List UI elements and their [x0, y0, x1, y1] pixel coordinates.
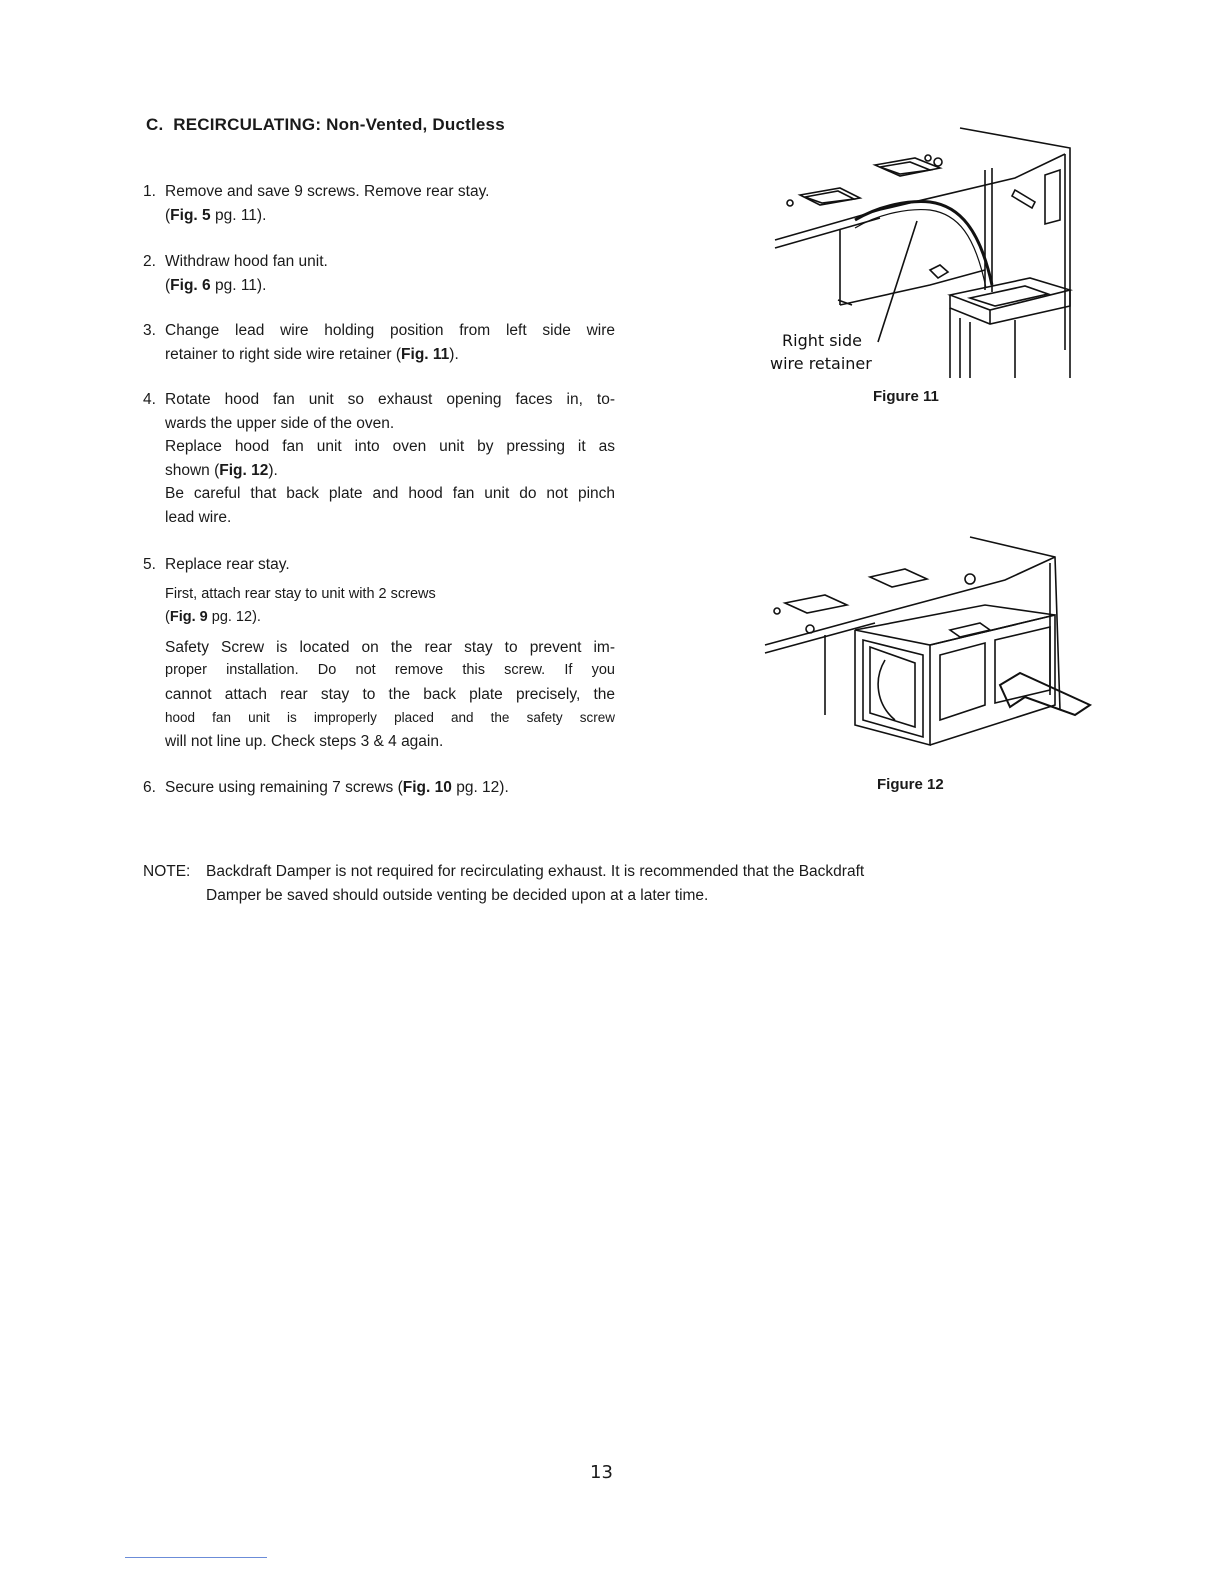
step-text: wards the upper side of the oven. [165, 414, 395, 432]
step-number: 1. [143, 183, 156, 200]
figure-reference: Fig. 12 [219, 461, 269, 479]
figure-11-illustration [760, 120, 1080, 390]
note-text: Backdraft Damper is not required for recirculating exhaust. It is recommended that the Backdraft [206, 863, 865, 880]
step-text: Change lead wire holding position from left side wire [165, 322, 615, 339]
safety-text: hood fan unit is improperly placed and the safety screw [165, 710, 615, 725]
safety-text: Safety Screw is located on the rear stay to prevent im- [165, 638, 615, 656]
step-2: 2. Withdraw hood fan unit. (Fig. 6 pg. 11). [143, 250, 615, 297]
figure-12-caption: Figure 12 [877, 776, 944, 793]
page-reference: pg. 11). [214, 276, 267, 294]
step-text: First, attach rear stay to unit with 2 screws [165, 585, 436, 602]
step-1: 1. Remove and save 9 screws. Remove rear stay. (Fig. 5 pg. 11). [143, 180, 615, 227]
figure-reference: Fig. 10 [402, 779, 452, 796]
step-text: ). [449, 345, 459, 363]
safety-text: will not line up. Check steps 3 & 4 again. [165, 732, 444, 750]
step-text: ). [268, 461, 278, 479]
page-reference: pg. 12). [456, 779, 509, 796]
figure-11-label-line-2: wire retainer [770, 354, 872, 373]
safety-text: cannot attach rear stay to the back plate precisely, the [165, 685, 615, 703]
figure-reference: Fig. 9 [169, 609, 208, 625]
section-heading-text: RECIRCULATING: Non-Vented, Ductless [173, 115, 505, 134]
figure-11-label-line-1: Right side [782, 331, 862, 350]
figure-reference: Fig. 6 [170, 276, 211, 294]
figure-12-illustration [755, 535, 1100, 755]
step-3 [143, 319, 615, 366]
page-number: 13 [590, 1462, 613, 1483]
step-text: Replace rear stay. [165, 556, 290, 573]
step-number: 4. [143, 391, 156, 408]
step-text: Be careful that back plate and hood fan unit do not pinch [165, 485, 615, 502]
step-text: Rotate hood fan unit so exhaust opening faces in, to- [165, 391, 615, 408]
page-reference: pg. 11). [214, 206, 267, 224]
safety-text: proper installation. Do not remove this screw. If you [165, 662, 615, 678]
step-number: 5. [143, 556, 156, 573]
step-text: Withdraw hood fan unit. [165, 253, 328, 270]
step-6 [143, 776, 615, 800]
step-5: 5. Replace rear stay. First, attach rear stay to unit with 2 screws (Fig. 9 pg. 12). Safety Screw is located on the rear stay to prevent im- proper installation. Do not remove this screw. If you cannot attach rear stay to the back plate precisely, the hood fan unit is improperly placed and the safety screw will not line up. Check steps 3 & 4 again. [143, 553, 615, 753]
step-number: 3. [143, 322, 156, 339]
note-text: Damper be saved should outside venting be decided upon at a later time. [206, 887, 709, 904]
step-text: Replace hood fan unit into oven unit by pressing it as [165, 438, 615, 455]
note-label: NOTE: [143, 863, 191, 880]
section-heading-prefix: C. [146, 115, 164, 134]
step-text: lead wire. [165, 508, 232, 526]
step-text: shown ( [165, 461, 220, 479]
step-number: 6. [143, 779, 156, 796]
figure-11-caption: Figure 11 [873, 388, 939, 405]
figure-reference: Fig. 11 [401, 345, 450, 363]
page-reference: pg. 12). [211, 609, 261, 625]
section-heading [146, 115, 505, 135]
step-text: Secure using remaining 7 screws ( [165, 779, 403, 796]
step-4 [143, 388, 615, 529]
divider [125, 1557, 267, 1558]
figure-reference: Fig. 5 [170, 206, 211, 224]
note [143, 860, 1043, 908]
step-text: retainer to right side wire retainer ( [165, 345, 402, 363]
step-number: 2. [143, 253, 156, 270]
step-text: Remove and save 9 screws. Remove rear stay. [165, 183, 490, 200]
